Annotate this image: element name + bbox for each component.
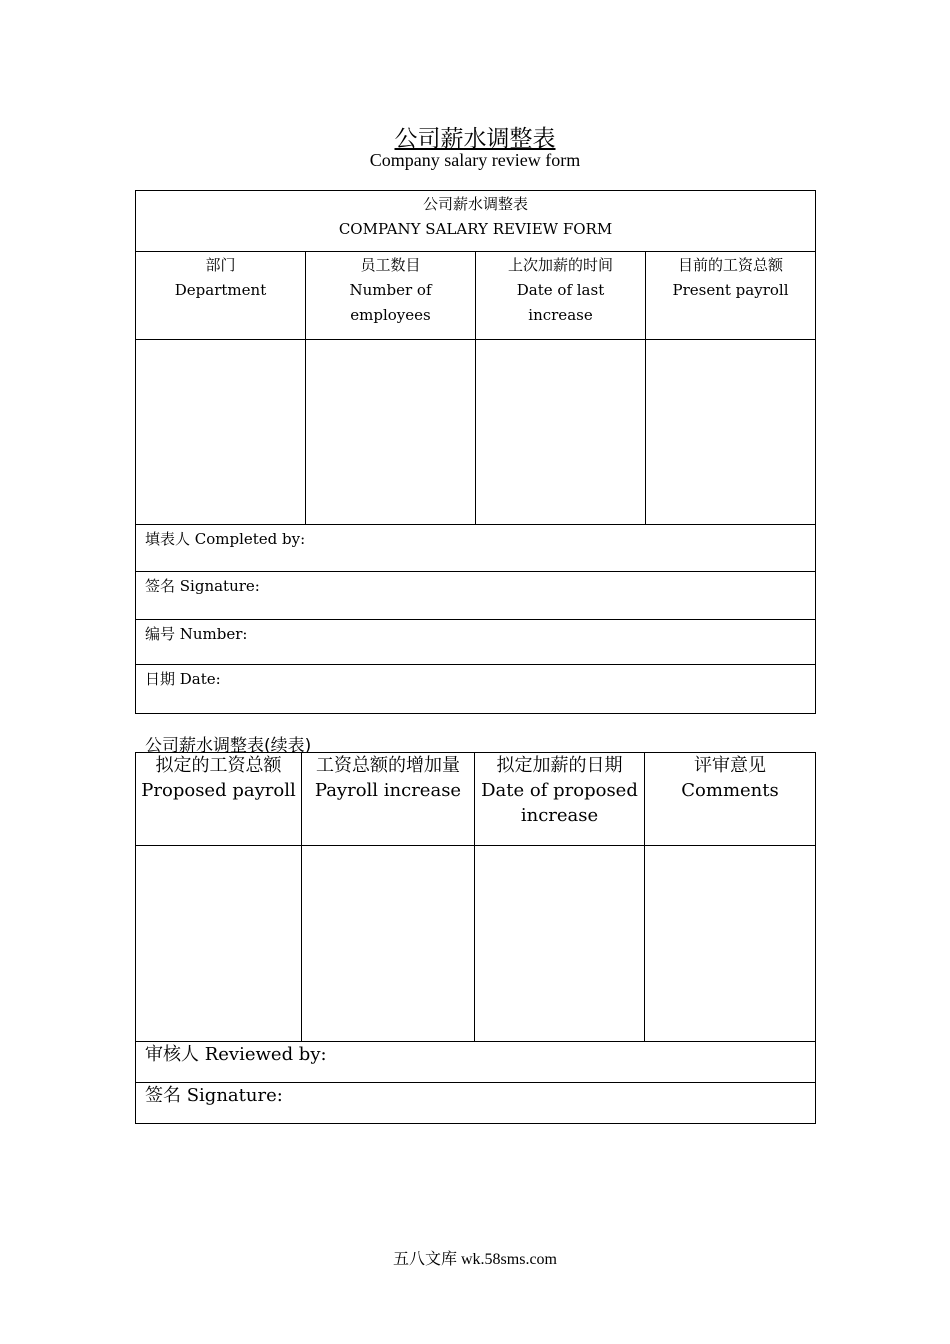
footer-watermark: 五八文库 wk.58sms.com — [392, 1251, 557, 1268]
reviewer-signature-field[interactable] — [136, 1083, 816, 1124]
column-header-en: Department — [174, 281, 267, 299]
column-header-en: employees — [350, 306, 431, 324]
department-cell[interactable] — [136, 340, 306, 525]
payroll-increase-cell[interactable] — [302, 846, 475, 1042]
page-title: 公司薪水调整表 — [394, 126, 556, 152]
column-header-zh: 员工数目 — [360, 256, 421, 274]
column-header-zh: 上次加薪的时间 — [507, 256, 613, 274]
form-header-en: COMPANY SALARY REVIEW FORM — [338, 220, 613, 238]
column-header-en: Number of — [349, 281, 432, 299]
column-header-employees — [306, 252, 476, 340]
column-header-proposed-date — [475, 753, 645, 846]
column-header-en: Payroll increase — [314, 780, 462, 801]
column-header-proposed-payroll — [136, 753, 302, 846]
number-field[interactable] — [136, 620, 816, 665]
column-header-payroll-increase — [302, 753, 475, 846]
employees-cell[interactable] — [306, 340, 476, 525]
date-label: 日期 Date: — [145, 670, 221, 688]
reviewed-by-field[interactable] — [136, 1042, 816, 1083]
column-header-zh: 评审意见 — [694, 755, 766, 776]
number-label: 编号 Number: — [145, 625, 248, 643]
date-field[interactable] — [136, 665, 816, 714]
completed-by-field[interactable] — [136, 525, 816, 572]
column-header-zh: 工资总额的增加量 — [316, 755, 460, 776]
page-subtitle: Company salary review form — [369, 150, 581, 170]
column-header-zh: 拟定的工资总额 — [155, 755, 282, 776]
column-header-zh: 拟定加薪的日期 — [496, 755, 623, 776]
present-payroll-cell[interactable] — [646, 340, 816, 525]
column-header-en: Comments — [681, 780, 779, 801]
column-header-en: Proposed payroll — [141, 780, 296, 801]
column-header-present-payroll — [646, 252, 816, 340]
column-header-zh: 目前的工资总额 — [678, 256, 784, 274]
proposed-payroll-cell[interactable] — [136, 846, 302, 1042]
form-header-zh: 公司薪水调整表 — [423, 195, 529, 213]
column-header-en: increase — [520, 805, 599, 826]
salary-review-form — [135, 190, 816, 714]
reviewed-by-label: 审核人 Reviewed by: — [145, 1044, 327, 1065]
comments-cell[interactable] — [645, 846, 816, 1042]
completed-by-label: 填表人 Completed by: — [145, 530, 306, 548]
continuation-title: 公司薪水调整表(续表) — [145, 736, 312, 756]
column-header-en: Date of last — [516, 281, 605, 299]
column-header-department — [136, 252, 306, 340]
column-header-last-increase — [476, 252, 646, 340]
signature-field[interactable] — [136, 572, 816, 620]
column-header-en: increase — [528, 306, 593, 324]
column-header-en: Date of proposed — [481, 780, 638, 801]
column-header-zh: 部门 — [205, 256, 236, 274]
form-header — [136, 191, 816, 252]
column-header-comments — [645, 753, 816, 846]
signature-label: 签名 Signature: — [145, 577, 260, 595]
salary-review-form-continued — [135, 752, 816, 1124]
last-increase-cell[interactable] — [476, 340, 646, 525]
proposed-date-cell[interactable] — [475, 846, 645, 1042]
column-header-en: Present payroll — [672, 281, 789, 299]
reviewer-signature-label: 签名 Signature: — [145, 1085, 283, 1106]
